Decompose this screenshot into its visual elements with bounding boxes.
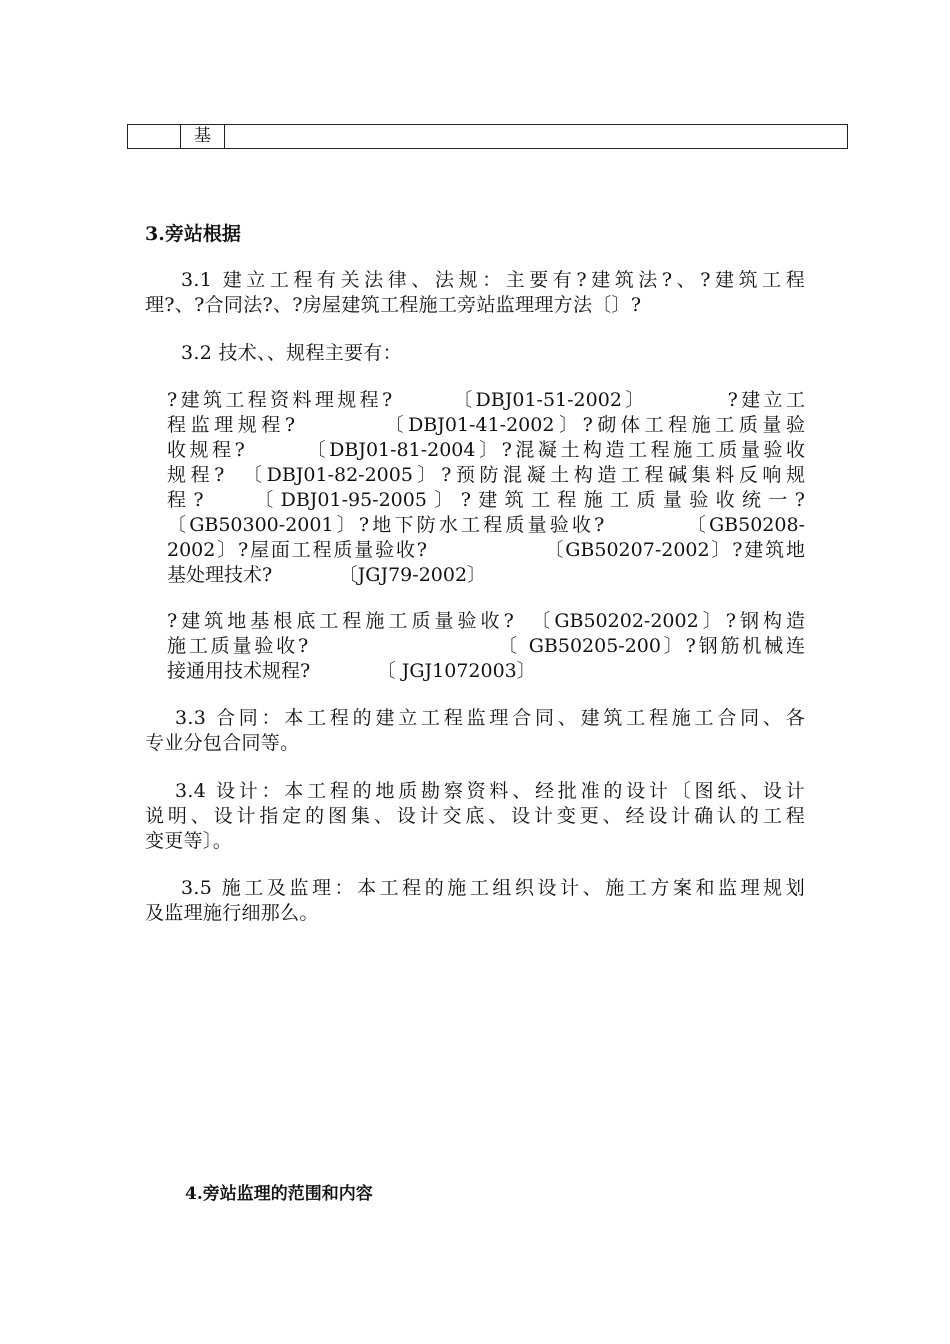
table-cell: 基 xyxy=(181,125,225,148)
paragraph-line: 3.5 施工及监理：本工程的施工组织设计、施工方案和监理规划 xyxy=(181,877,805,899)
table-cell-empty xyxy=(225,125,847,148)
paragraph-3-2 xyxy=(145,341,805,366)
reference-list-2 xyxy=(167,609,805,684)
paragraph-3-5 xyxy=(145,876,805,926)
section-4-heading: 4.旁站监理的范围和内容 xyxy=(185,1184,373,1204)
table-row xyxy=(127,124,848,149)
section-3-heading: 3.旁站根据 xyxy=(145,223,241,245)
reference-line: 2002〕?屋面工程质量验收? 〔GB50207-2002〕?建筑地 xyxy=(167,539,805,561)
reference-line: 〔GB50300-2001〕?地下防水工程质量验收? 〔GB50208- xyxy=(167,514,805,536)
paragraph-line: 3.4 设计：本工程的地质勘察资料、经批准的设计〔图纸、设计 xyxy=(175,780,805,802)
reference-line: 收规程? 〔DBJ01-81-2004〕?混凝土构造工程施工质量验收 xyxy=(167,439,805,461)
reference-line: 接通用技术规程? 〔 JGJ1072003〕 xyxy=(167,660,536,682)
reference-line: 规程? 〔DBJ01-82-2005〕?预防混凝土构造工程碱集料反响规 xyxy=(167,464,805,486)
reference-list-1 xyxy=(167,388,805,588)
paragraph-3-4 xyxy=(145,779,805,854)
paragraph-line: 专业分包合同等。 xyxy=(145,732,300,754)
paragraph-line: 及监理施行细那么。 xyxy=(145,902,319,924)
reference-line: ?建筑地基根底工程施工质量验收? 〔GB50202-2002〕?钢构造 xyxy=(167,610,805,632)
reference-line: ?建筑工程资料理规程? 〔DBJ01-51-2002〕 ?建立工 xyxy=(167,389,805,411)
paragraph-line: 3.2 技术、、规程主要有： xyxy=(181,342,402,364)
reference-line: 程? 〔DBJ01-95-2005〕?建筑工程施工质量验收统一? xyxy=(167,489,805,511)
paragraph-line: 理?、?合同法?、?房屋建筑工程施工旁站监理理方法〔〕? xyxy=(145,294,642,316)
table-cell-empty xyxy=(128,125,181,148)
paragraph-3-1 xyxy=(145,268,805,293)
paragraph-line: 变更等〕。 xyxy=(145,830,233,852)
paragraph-line: 3.3 合同：本工程的建立工程监理合同、建筑工程施工合同、各 xyxy=(175,707,805,729)
paragraph-line: 3.1 建立工程有关法律、法规：主要有?建筑法?、?建筑工程 xyxy=(181,269,805,291)
paragraph-line: 说明、设计指定的图集、设计交底、设计变更、经设计确认的工程 xyxy=(145,805,805,827)
reference-line: 施工质量验收? 〔 GB50205-200〕?钢筋机械连 xyxy=(167,635,805,657)
reference-line: 程监理规程? 〔DBJ01-41-2002〕?砌体工程施工质量验 xyxy=(167,414,805,436)
paragraph-3-3 xyxy=(145,706,805,756)
reference-line: 基处理技术? 〔JGJ79-2002〕 xyxy=(167,564,487,586)
paragraph-3-1-cont xyxy=(145,293,805,318)
